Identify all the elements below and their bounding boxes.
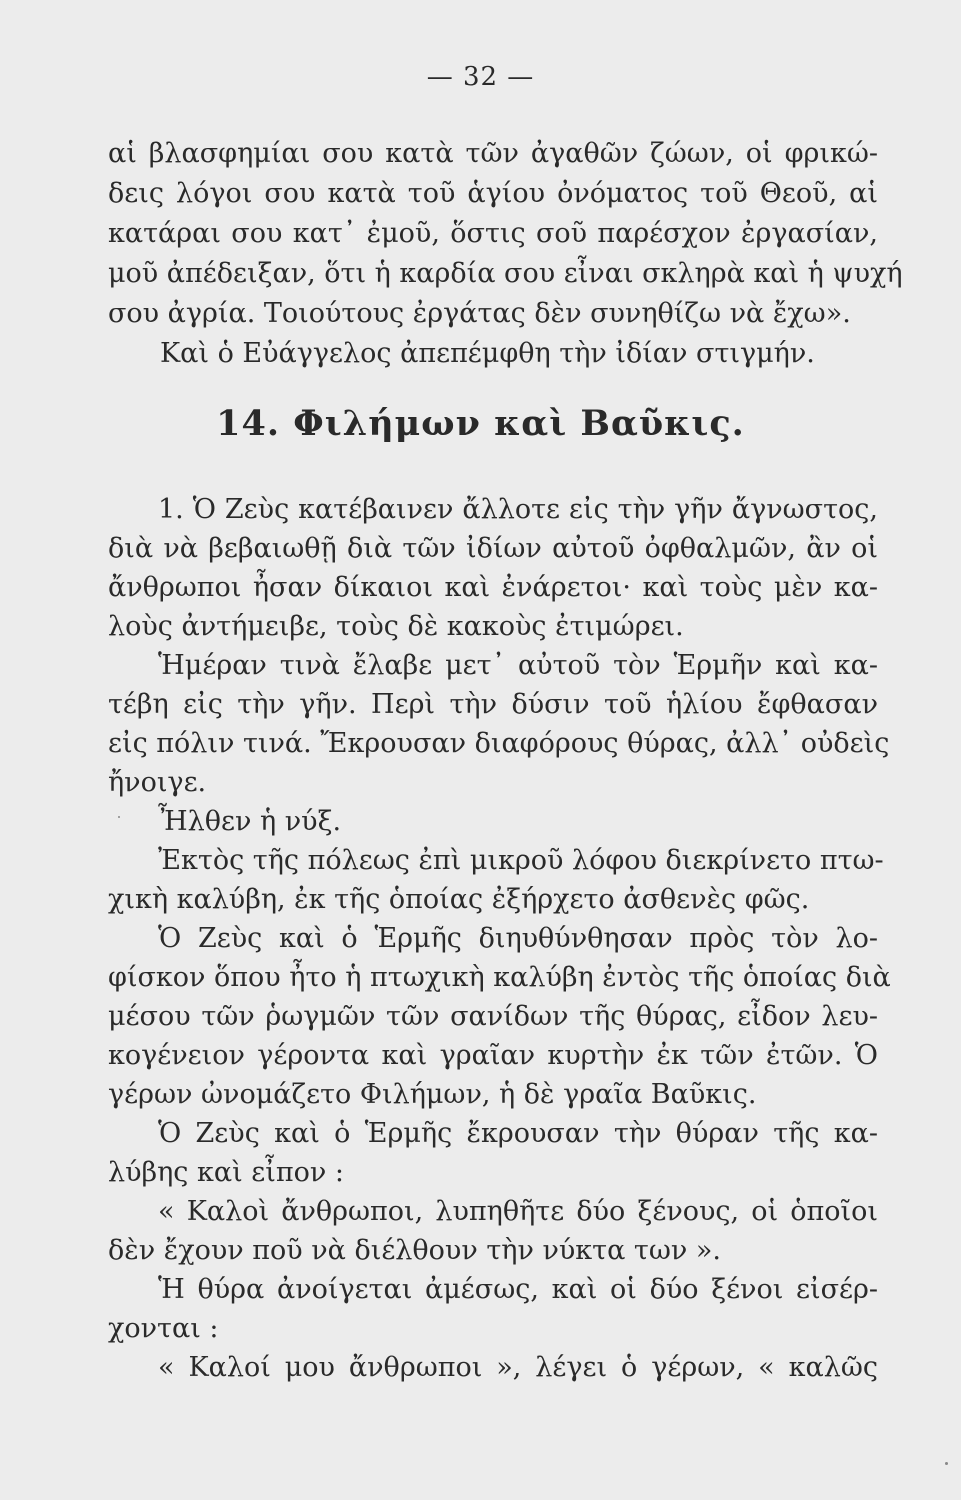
text-line: Ἦλθεν ἡ νύξ. — [158, 806, 342, 837]
text-line: κατάραι σου κατ᾽ ἐμοῦ, ὅστις σοῦ παρέσχον ἐργασίαν, — [108, 218, 878, 249]
text-line: δεις λόγοι σου κατὰ τοῦ ἁγίου ὀνόματος τοῦ Θεοῦ, αἱ — [108, 178, 878, 209]
text-line: γέρων ὠνομάζετο Φιλήμων, ἡ δὲ γραῖα Βαῦκις. — [108, 1079, 757, 1110]
text-line: τέβη εἰς τὴν γῆν. Περὶ τὴν δύσιν τοῦ ἡλίου ἔφθασαν — [108, 689, 878, 720]
text-line: φίσκον ὅπου ἦτο ἡ πτωχικὴ καλύβη ἐντὸς τῆς ὁποίας διὰ — [108, 962, 891, 993]
text-line: « Καλοί μου ἄνθρωποι », λέγει ὁ γέρων, « καλῶς — [158, 1352, 878, 1383]
text-line: χικὴ καλύβη, ἐκ τῆς ὁποίας ἐξήρχετο ἀσθενὲς φῶς. — [108, 884, 810, 915]
text-line: ἤνοιγε. — [108, 767, 207, 798]
text-line: δὲν ἔχουν ποῦ νὰ διέλθουν τὴν νύκτα των ». — [108, 1235, 721, 1266]
text-line: σου ἀγρία. Τοιούτους ἐργάτας δὲν συνηθίζω νὰ ἔχω». — [108, 298, 851, 329]
paper-speck — [118, 816, 120, 818]
text-line: χονται : — [108, 1313, 219, 1344]
text-line: Ἡμέραν τινὰ ἔλαβε μετ᾽ αὐτοῦ τὸν Ἑρμῆν καὶ κα- — [158, 650, 878, 681]
section-heading: 14. Φιλήμων καὶ Βαῦκις. — [216, 403, 745, 444]
paper-speck — [945, 1462, 948, 1465]
text-line: ἄνθρωποι ἦσαν δίκαιοι καὶ ἐνάρετοι· καὶ τοὺς μὲν κα- — [108, 572, 878, 603]
text-line: διὰ νὰ βεβαιωθῇ διὰ τῶν ἰδίων αὐτοῦ ὀφθαλμῶν, ἂν οἱ — [108, 533, 878, 564]
text-line: Ὁ Ζεὺς καὶ ὁ Ἑρμῆς ἔκρουσαν τὴν θύραν τῆς κα- — [158, 1118, 878, 1149]
text-line: Ἡ θύρα ἀνοίγεται ἀμέσως, καὶ οἱ δύο ξένοι εἰσέρ- — [158, 1274, 878, 1305]
text-line: εἰς πόλιν τινά. Ἔκρουσαν διαφόρους θύρας, ἀλλ᾽ οὐδεὶς — [108, 728, 890, 759]
text-line: Ἐκτὸς τῆς πόλεως ἐπὶ μικροῦ λόφου διεκρίνετο πτω- — [158, 845, 884, 876]
text-line: « Καλοὶ ἄνθρωποι, λυπηθῆτε δύο ξένους, οἱ ὁποῖοι — [158, 1196, 878, 1227]
text-line: κογένειον γέροντα καὶ γραῖαν κυρτὴν ἐκ τῶν ἐτῶν. Ὁ — [108, 1040, 878, 1071]
text-line: αἱ βλασφημίαι σου κατὰ τῶν ἀγαθῶν ζώων, οἱ φρικώ- — [108, 138, 878, 169]
text-line: μέσου τῶν ῥωγμῶν τῶν σανίδων τῆς θύρας, εἶδον λευ- — [108, 1001, 878, 1032]
text-line: Καὶ ὁ Εὐάγγελος ἀπεπέμφθη τὴν ἰδίαν στιγμήν. — [160, 338, 815, 369]
text-line: λοὺς ἀντήμειβε, τοὺς δὲ κακοὺς ἐτιμώρει. — [108, 611, 684, 642]
text-line: 1. Ὁ Ζεὺς κατέβαινεν ἄλλοτε εἰς τὴν γῆν ἄγνωστος, — [158, 494, 878, 525]
page-number: — 32 — — [426, 62, 535, 92]
text-line: Ὁ Ζεὺς καὶ ὁ Ἑρμῆς διηυθύνθησαν πρὸς τὸν λο- — [158, 923, 878, 954]
text-line: λύβης καὶ εἶπον : — [108, 1157, 344, 1188]
text-line: μοῦ ἀπέδειξαν, ὅτι ἡ καρδία σου εἶναι σκληρὰ καὶ ἡ ψυχή — [108, 258, 903, 289]
